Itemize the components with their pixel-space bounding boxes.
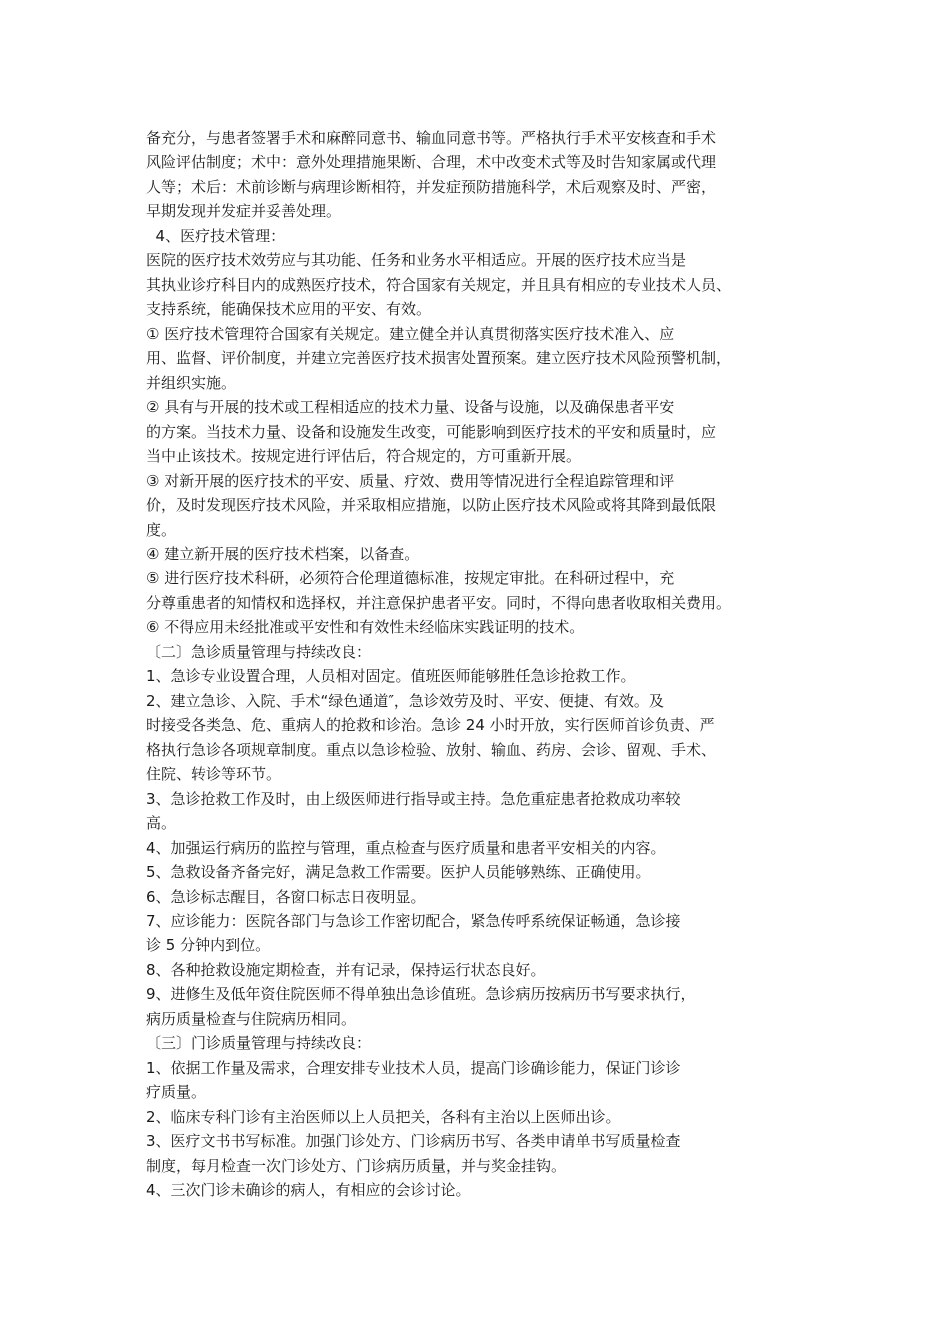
section-heading: 〔二〕急诊质量管理与持续改良：	[146, 642, 372, 661]
list-item: ① 医疗技术管理符合国家有关规定。建立健全并认真贯彻落实医疗技术准入、应	[146, 324, 675, 343]
list-item: ⑤ 进行医疗技术科研，必须符合伦理道德标准，按规定审批。在科研过程中，充	[146, 569, 675, 588]
text-line: 支持系统，能确保技术应用的平安、有效。	[146, 300, 432, 319]
list-item: ④ 建立新开展的医疗技术档案，以备查。	[146, 544, 420, 563]
list-item: ② 具有与开展的技术或工程相适应的技术力量、设备与设施，以及确保患者平安	[146, 398, 675, 417]
text-line: 格执行急诊各项规章制度。重点以急诊检验、放射、输血、药房、会诊、留观、手术、	[146, 740, 717, 759]
list-item: 4、加强运行病历的监控与管理，重点检查与医疗质量和患者平安相关的内容。	[146, 838, 666, 857]
list-item: 9、进修生及低年资住院医师不得单独出急诊值班。急诊病历按病历书写要求执行，	[146, 985, 696, 1004]
text-line: 疗质量。	[146, 1083, 207, 1102]
text-line: 病历质量检查与住院病历相同。	[146, 1009, 357, 1028]
text-line: 备充分，与患者签署手术和麻醉同意书、输血同意书等。严格执行手术平安核查和手术	[146, 129, 717, 147]
text-line: 制度，每月检查一次门诊处方、门诊病历质量，并与奖金挂钩。	[146, 1156, 567, 1175]
text-line: 高。	[146, 814, 177, 833]
document-body	[146, 126, 806, 1203]
list-item: 4、三次门诊未确诊的病人，有相应的会诊讨论。	[146, 1181, 471, 1200]
list-item: 1、依据工作量及需求，合理安排专业技术人员，提高门诊确诊能力，保证门诊诊	[146, 1058, 681, 1077]
text-line: 医院的医疗技术效劳应与其功能、任务和业务水平相适应。开展的医疗技术应当是	[146, 251, 687, 270]
text-line: 分尊重患者的知情权和选择权，并注意保护患者平安。同时，不得向患者收取相关费用。	[146, 593, 732, 612]
section-heading: 〔三〕门诊质量管理与持续改良：	[146, 1034, 372, 1053]
text-line: 人等；术后：术前诊断与病理诊断相符，并发症预防措施科学，术后观察及时、严密，	[146, 177, 717, 196]
text-line: 住院、转诊等环节。	[146, 765, 282, 784]
list-item: 3、急诊抢救工作及时，由上级医师进行指导或主持。急危重症患者抢救成功率较	[146, 789, 681, 808]
list-item: 6、急诊标志醒目，各窗口标志日夜明显。	[146, 887, 426, 906]
text-line: 其执业诊疗科目内的成熟医疗技术，符合国家有关规定，并且具有相应的专业技术人员、	[146, 275, 732, 294]
text-line: 度。	[146, 520, 177, 539]
list-item: 7、应诊能力：医院各部门与急诊工作密切配合，紧急传呼系统保证畅通，急诊接	[146, 912, 681, 930]
text-line: 当中止该技术。按规定进行评估后，符合规定的，方可重新开展。	[146, 447, 582, 466]
text-line: 诊 5 分钟内到位。	[146, 936, 271, 955]
list-item: 2、建立急诊、入院、手术“绿色通道″，急诊效劳及时、平安、便捷、有效。及	[146, 691, 664, 710]
text-line: 并组织实施。	[146, 373, 237, 392]
text-line: 风险评估制度；术中：意外处理措施果断、合理，术中改变术式等及时告知家属或代理	[146, 153, 717, 172]
section-heading: 4、医疗技术管理：	[146, 226, 286, 245]
list-item: 1、急诊专业设置合理，人员相对固定。值班医师能够胜任急诊抢救工作。	[146, 667, 636, 686]
list-item: 3、医疗文书书写标准。加强门诊处方、门诊病历书写、各类申请单书写质量检查	[146, 1132, 681, 1151]
list-item: 5、急救设备齐备完好，满足急救工作需要。医护人员能够熟练、正确使用。	[146, 863, 651, 882]
list-item: ⑥ 不得应用未经批准或平安性和有效性未经临床实践证明的技术。	[146, 618, 585, 637]
text-line: 的方案。当技术力量、设备和设施发生改变，可能影响到医疗技术的平安和质量时，应	[146, 422, 717, 441]
list-item: 8、各种抢救设施定期检查，并有记录，保持运行状态良好。	[146, 960, 546, 979]
text-line: 价，及时发现医疗技术风险，并采取相应措施，以防止医疗技术风险或将其降到最低限	[146, 496, 717, 515]
text-line: 用、监督、评价制度，并建立完善医疗技术损害处置预案。建立医疗技术风险预警机制，	[146, 349, 732, 368]
list-item: 2、临床专科门诊有主治医师以上人员把关，各科有主治以上医师出诊。	[146, 1107, 621, 1126]
text-line: 早期发现并发症并妥善处理。	[146, 202, 342, 221]
list-item: ③ 对新开展的医疗技术的平安、质量、疗效、费用等情况进行全程追踪管理和评	[146, 471, 675, 490]
text-line: 时接受各类急、危、重病人的抢救和诊治。急诊 24 小时开放，实行医师首诊负责、严	[146, 716, 715, 735]
